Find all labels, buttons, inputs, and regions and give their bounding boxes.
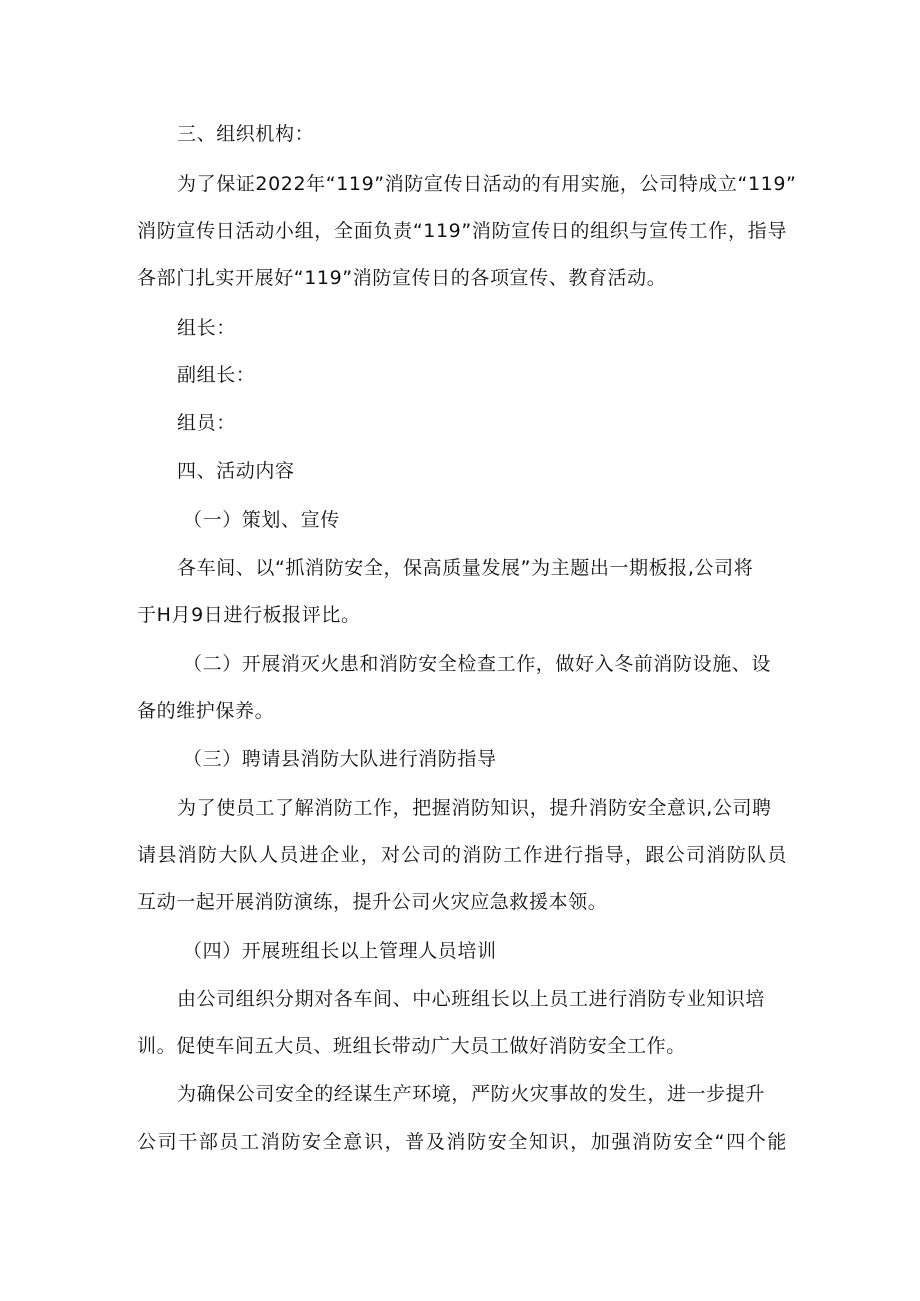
paragraph-line: 备的维护保养。 <box>137 700 275 722</box>
subsection-title-guidance: （三）聘请县消防大队进行消防指导 <box>183 748 497 770</box>
section-heading-organization: 三、组织机构： <box>177 123 315 145</box>
paragraph-line: 训。促使车间五大员、班组长带动广大员工做好消防安全工作。 <box>137 1035 686 1057</box>
leader-label: 组长： <box>177 317 236 339</box>
deputy-leader-label: 副组长： <box>177 364 256 386</box>
paragraph-line: 各车间、以“抓消防安全，保高质量发展”为主题出一期板报,公司将 <box>177 557 754 579</box>
paragraph-line: 各部门扎实开展好“119”消防宣传日的各项宣传、教育活动。 <box>137 267 667 289</box>
paragraph-line: 互动一起开展消防演练，提升公司火灾应急救援本领。 <box>137 891 608 913</box>
members-label: 组员： <box>177 412 236 434</box>
paragraph-line: 为确保公司安全的经谋生产环境，严防火灾事故的发生，进一步提升 <box>177 1083 766 1105</box>
paragraph-line: 为了保证2022年“119”消防宣传日活动的有用实施，公司特成立“119” <box>177 173 797 195</box>
paragraph-line: 于H月9日进行板报评比。 <box>137 604 361 626</box>
subsection-title-planning: （一）策划、宣传 <box>183 509 340 531</box>
paragraph-line: 消防宣传日活动小组，全面负责“119”消防宣传日的组织与宣传工作，指导 <box>137 220 787 242</box>
subsection-title-inspection: （二）开展消灭火患和消防安全检查工作，做好入冬前消防设施、设 <box>183 653 772 675</box>
paragraph-line: 为了使员工了解消防工作，把握消防知识，提升消防安全意识,公司聘 <box>177 797 772 819</box>
section-heading-activities: 四、活动内容 <box>177 460 295 482</box>
subsection-title-training: （四）开展班组长以上管理人员培训 <box>183 940 497 962</box>
paragraph-line: 由公司组织分期对各车间、中心班组长以上员工进行消防专业知识培 <box>177 988 766 1010</box>
paragraph-line: 公司干部员工消防安全意识，普及消防安全知识，加强消防安全“四个能 <box>137 1131 787 1153</box>
paragraph-line: 请县消防大队人员进企业，对公司的消防工作进行指导，跟公司消防队员 <box>137 844 787 866</box>
